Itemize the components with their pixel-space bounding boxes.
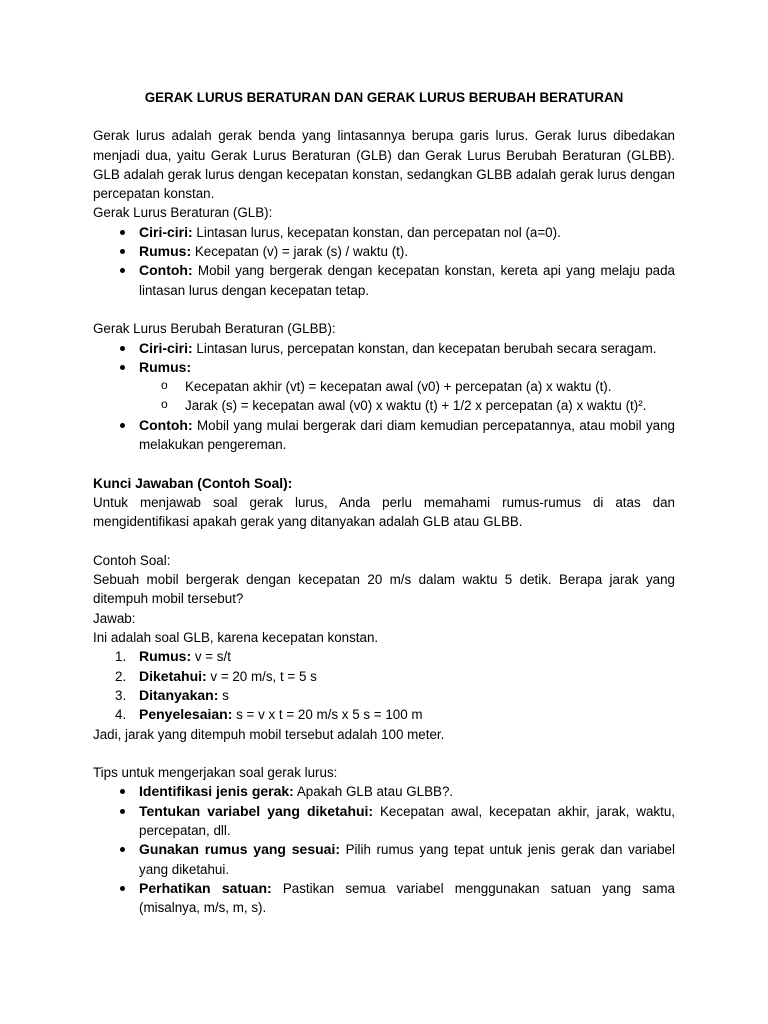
list-item [93,339,675,358]
list-item [93,242,675,261]
formula-list [93,377,675,416]
list-item [93,782,675,801]
contoh-soal-heading: Contoh Soal: [93,552,171,568]
item-label: Ciri-ciri: [139,339,193,356]
item-text: Pastikan semua variabel menggunakan satuan yang sama (misalnya, m/s, m, s). [139,880,675,916]
item-text: Lintasan lurus, percepatan konstan, dan kecepatan berubah secara seragam. [192,340,657,356]
spacer [93,300,675,319]
glbb-list [93,339,675,378]
spacer [93,744,675,763]
item-label: Ciri-ciri: [139,223,193,240]
item-text: Pilih rumus yang tepat untuk jenis gerak dan variabel yang diketahui. [139,842,675,877]
document-body [93,88,675,917]
question-paragraph: Sebuah mobil bergerak dengan kecepatan 20 m/s dalam waktu 5 detik. Berapa jarak yang ditempuh mobil tersebut? [93,572,675,607]
item-text: Mobil yang bergerak dengan kecepatan konstan, kereta api yang melaju pada lintasan lurus dengan kecepatan tetap. [139,263,675,298]
step-number: 4. [115,707,127,723]
conclusion-paragraph: Jadi, jarak yang ditempuh mobil tersebut adalah 100 meter. [93,726,445,742]
spacer [93,454,675,473]
item-text: Mobil yang mulai bergerak dari diam kemudian percepatannya, atau mobil yang melakukan pengereman. [139,417,675,453]
item-label: Contoh: [139,262,193,279]
formula-item: o Jarak (s) = kecepatan awal (v0) x waktu (t) + 1/2 x percepatan (a) x waktu (t)². [93,396,675,415]
glb-list [93,223,675,300]
list-item [93,879,675,918]
step-number: 2. [115,668,127,684]
step-item [93,667,675,686]
tips-heading: Tips untuk mengerjakan soal gerak lurus: [93,765,338,781]
step-label: Ditanyakan: [139,686,219,703]
item-label: Contoh: [139,416,193,433]
step-text: v = s/t [191,649,231,665]
tips-list [93,782,675,917]
step-number: 3. [115,687,127,703]
item-label: Tentukan variabel yang diketahui: [139,802,374,819]
list-item [93,416,675,455]
list-item [93,840,675,879]
list-item [93,802,675,841]
formula-item: o Kecepatan akhir (vt) = kecepatan awal (v0) + percepatan (a) x waktu (t). [93,377,675,396]
item-text: Kecepatan (v) = jarak (s) / waktu (t). [191,244,409,260]
step-item [93,686,675,705]
list-item [93,261,675,300]
step-item [93,647,675,666]
explanation-paragraph: Ini adalah soal GLB, karena kecepatan konstan. [93,630,379,646]
step-number: 1. [115,649,127,665]
step-text: s [218,687,229,703]
intro-paragraph: Gerak lurus adalah gerak benda yang lintasannya berupa garis lurus. Gerak lurus dibedakan menjadi dua, yaitu Gerak Lurus Beraturan (GLB) dan Gerak Lurus Berubah Beraturan (GLBB). GLB adalah gerak lurus dengan kecepatan konstan, sedangkan GLBB adalah gerak lurus dengan percepatan konstan. [93,128,675,202]
spacer [93,532,675,551]
step-label: Diketahui: [139,667,207,684]
list-item [93,223,675,242]
item-text: Lintasan lurus, kecepatan konstan, dan percepatan nol (a=0). [192,224,561,240]
kunci-heading: Kunci Jawaban (Contoh Soal): [93,475,293,491]
jawab-label: Jawab: [93,610,136,626]
glbb-heading: Gerak Lurus Berubah Beraturan (GLBB): [93,321,336,337]
item-text: Apakah GLB atau GLBB?. [293,784,454,800]
step-text: v = 20 m/s, t = 5 s [206,668,317,684]
kunci-paragraph: Untuk menjawab soal gerak lurus, Anda perlu memahami rumus-rumus di atas dan mengidentifikasi apakah gerak yang ditanyakan adalah GLB atau GLBB. [93,494,675,530]
item-label: Gunakan rumus yang sesuai: [139,841,340,858]
item-label: Rumus: [139,243,192,260]
step-label: Rumus: [139,648,192,665]
glbb-list-contoh [93,416,675,455]
item-label: Rumus: [139,358,192,375]
steps-list [93,647,675,724]
step-item [93,705,675,724]
document-title: GERAK LURUS BERATURAN DAN GERAK LURUS BERUBAH BERATURAN [144,90,624,105]
glb-heading: Gerak Lurus Beraturan (GLB): [93,205,273,221]
list-item [93,358,675,377]
item-text: Kecepatan awal, kecepatan akhir, jarak, waktu, percepatan, dll. [139,803,676,838]
item-label: Identifikasi jenis gerak: [139,783,294,800]
step-label: Penyelesaian: [139,706,233,723]
item-label: Perhatikan satuan: [139,879,272,896]
step-text: s = v x t = 20 m/s x 5 s = 100 m [232,707,423,723]
